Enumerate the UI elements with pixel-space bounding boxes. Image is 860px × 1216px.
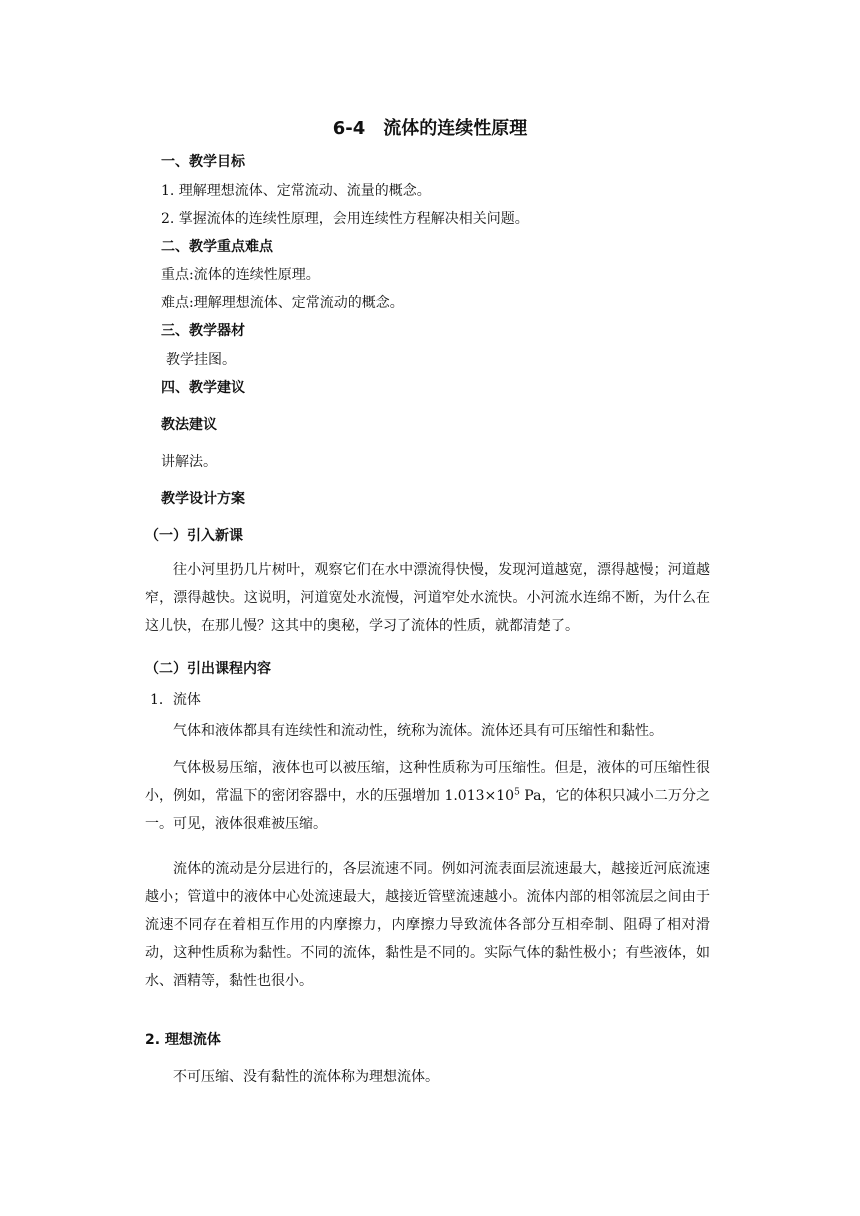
goal-item-1: 1. 理解理想流体、定常流动、流量的概念。 [161, 183, 431, 199]
fluid-paragraph-1: 气体和液体都具有连续性和流动性，统称为流体。流体还具有可压缩性和黏性。 [173, 723, 663, 739]
subheading-fluid: 1．流体 [150, 692, 201, 708]
subheading-ideal-fluid: 2. 理想流体 [145, 1032, 221, 1048]
method-heading: 教法建议 [161, 417, 217, 433]
exponent: 5 [514, 787, 520, 798]
section-heading-equipment: 三、教学器材 [161, 323, 245, 339]
goal-item-2: 2. 掌握流体的连续性原理，会用连续性方程解决相关问题。 [161, 211, 529, 227]
section-heading-key-points: 二、教学重点难点 [161, 239, 273, 255]
difficulty-point: 难点:理解理想流体、定常流动的概念。 [161, 295, 404, 311]
design-heading: 教学设计方案 [161, 491, 245, 507]
section-heading-goals: 一、教学目标 [161, 154, 245, 170]
page-title: 6-4 流体的连续性原理 [332, 118, 528, 139]
equipment-item: 教学挂图。 [166, 352, 236, 368]
intro-heading: （一）引入新课 [145, 528, 243, 544]
ideal-fluid-paragraph: 不可压缩、没有黏性的流体称为理想流体。 [173, 1069, 439, 1085]
intro-paragraph: 往小河里扔几片树叶，观察它们在水中漂流得快慢，发现河道越宽，漂得越慢；河道越窄，漂得越快。这说明，河道宽处水流慢，河道窄处水流快。小河流水连绵不断，为什么在这儿快，在那儿慢？这其中的奥秘，学习了流体的性质，就都清楚了。 [145, 562, 710, 634]
content-heading: （二）引出课程内容 [145, 661, 271, 677]
fluid-paragraph-2-rest: Pa，它的体积只减小二万分之一。可见，液体很难被压缩。 [145, 788, 710, 832]
section-heading-suggestions: 四、教学建议 [161, 380, 245, 396]
method-text: 讲解法。 [161, 454, 217, 470]
fluid-paragraph-2 [145, 754, 710, 838]
fluid-paragraph-3: 流体的流动是分层进行的，各层流速不同。例如河流表面层流速最大，越接近河底流速越小；管道中的液体中心处流速最大，越接近管壁流速越小。流体内部的相邻流层之间由于流速不同存在着相互作用的内摩擦力，内摩擦力导致流体各部分互相牵制、阻碍了相对滑动，这种性质称为黏性。不同的流体，黏性是不同的。实际气体的黏性极小；有些液体，如水、酒精等，黏性也很小。 [145, 861, 710, 989]
key-point: 重点:流体的连续性原理。 [161, 267, 320, 283]
fluid-paragraph-2-text: 气体极易压缩，液体也可以被压缩，这种性质称为可压缩性。但是，液体的可压缩性很小，例如，常温下的密闭容器中，水的压强增加 1.013×10 [145, 760, 710, 804]
